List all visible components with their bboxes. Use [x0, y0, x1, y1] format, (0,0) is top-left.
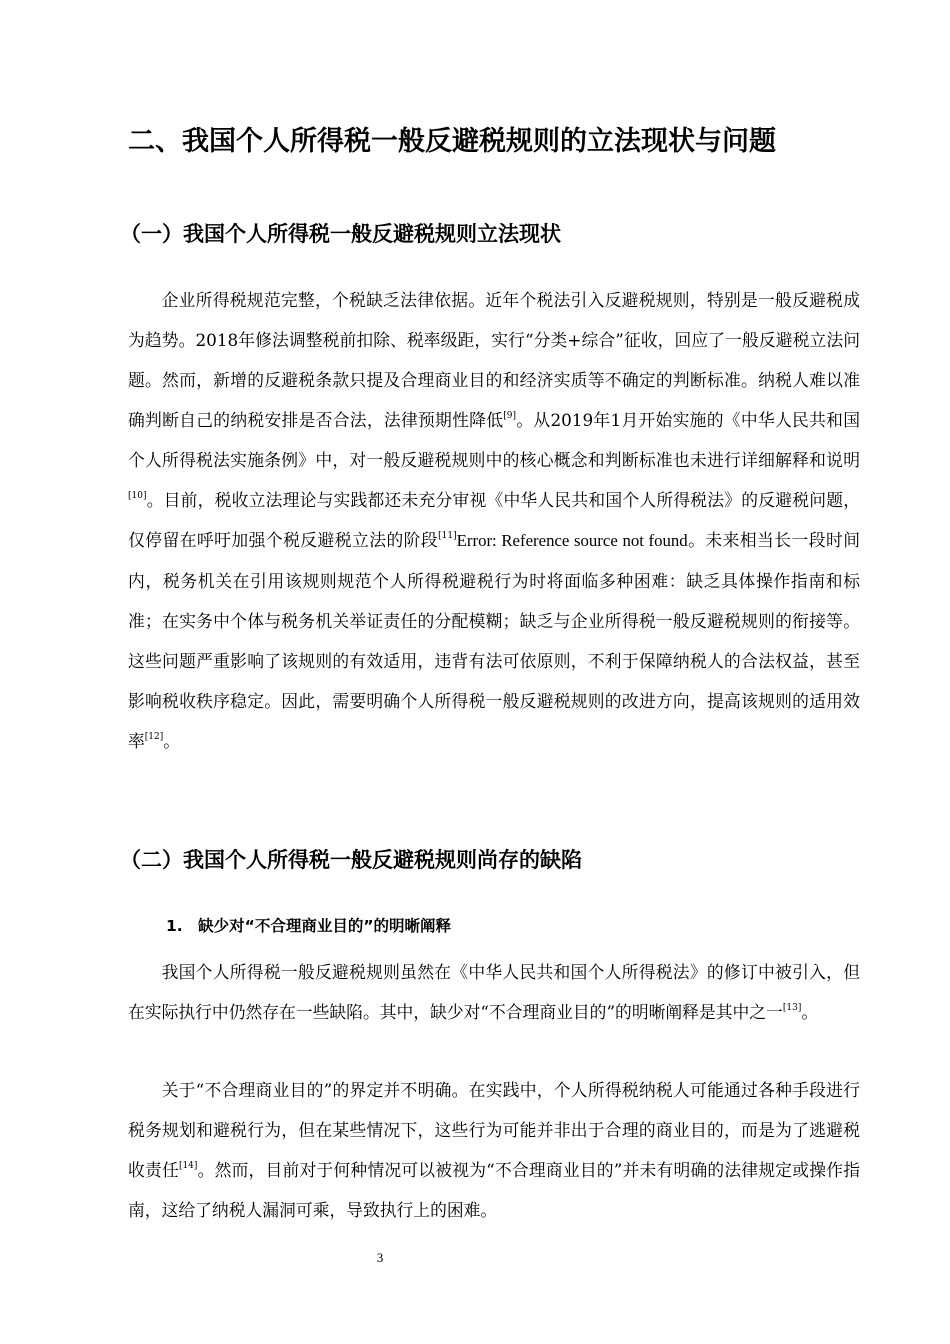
paragraph-text: 。目前，税收立法理论与实践都还未充分审视《中华人民共和国个人所得税法》的反避税问题，仅停留在呼吁加强个税反避税立法的阶段: [128, 490, 860, 550]
paragraph-text: 。从2019年1月开始实施的《中华人民共和国个人所得税法实施条例》中，对一般反避税规则中的核心概念和判断标准也未进行详细解释和说明: [128, 410, 860, 470]
paragraph-text: 。: [801, 1002, 819, 1022]
page-number: 3: [376, 1250, 384, 1265]
paragraph-text: 企业所得税规范完整，个税缺乏法律依据。近年个税法引入反避税规则，特别是一般反避税成为趋势。2018年修法调整税前扣除、税率级距，实行“分类+综合”征收，回应了一般反避税立法问题。然而，新增的反避税条款只提及合理商业目的和经济实质等不确定的判断标准。纳税人难以准确判断自己的纳税安排是否合法，法律预期性降低: [128, 290, 860, 430]
paragraph-text: 。: [163, 731, 181, 751]
citation-13[interactable]: [13]: [782, 1003, 802, 1013]
item-1-paragraph-2: [128, 1070, 860, 1230]
citation-11[interactable]: [11]: [438, 531, 457, 541]
subsection-1-title: （一）我国个人所得税一般反避税规则立法现状: [120, 222, 561, 246]
paragraph-text: 关于“不合理商业目的”的界定并不明确。在实践中，个人所得税纳税人可能通过各种手段进行税务规划和避税行为，但在某些情况下，这些行为可能并非出于合理的商业目的，而是为了逃避税收责任: [128, 1080, 860, 1180]
paragraph-text: 。未来相当长一段时间内，税务机关在引用该规则规范个人所得税避税行为时将面临多种困难：缺乏具体操作指南和标准；在实务中个体与税务机关举证责任的分配模糊；缺乏与企业所得税一般反避税规则的衔接等。这些问题严重影响了该规则的有效适用，违背有法可依原则，不利于保障纳税人的合法权益，甚至影响税收秩序稳定。因此，需要明确个人所得税一般反避税规则的改进方向，提高该规则的适用效率: [128, 530, 860, 751]
citation-10[interactable]: [10]: [128, 491, 147, 501]
paragraph-text: 我国个人所得税一般反避税规则虽然在《中华人民共和国个人所得税法》的修订中被引入，但在实际执行中仍然存在一些缺陷。其中，缺少对“不合理商业目的”的明晰阐释是其中之一: [128, 962, 860, 1022]
item-1-title: 1. 缺少对“不合理商业目的”的明晰阐释: [166, 917, 452, 935]
citation-9[interactable]: [9]: [503, 411, 517, 421]
citation-12[interactable]: [12]: [144, 732, 164, 742]
subsection-2-title: （二）我国个人所得税一般反避税规则尚存的缺陷: [120, 848, 582, 872]
subsection-1-paragraph: [128, 280, 860, 761]
item-1-paragraph-1: [128, 952, 860, 1032]
reference-error-text: Error: Reference source not found: [456, 531, 688, 550]
citation-14[interactable]: [14]: [178, 1161, 198, 1171]
paragraph-text: 。然而，目前对于何种情况可以被视为“不合理商业目的”并未有明确的法律规定或操作指南，这给了纳税人漏洞可乘，导致执行上的困难。: [128, 1160, 860, 1220]
section-title: 二、我国个人所得税一般反避税规则的立法现状与问题: [128, 126, 776, 157]
